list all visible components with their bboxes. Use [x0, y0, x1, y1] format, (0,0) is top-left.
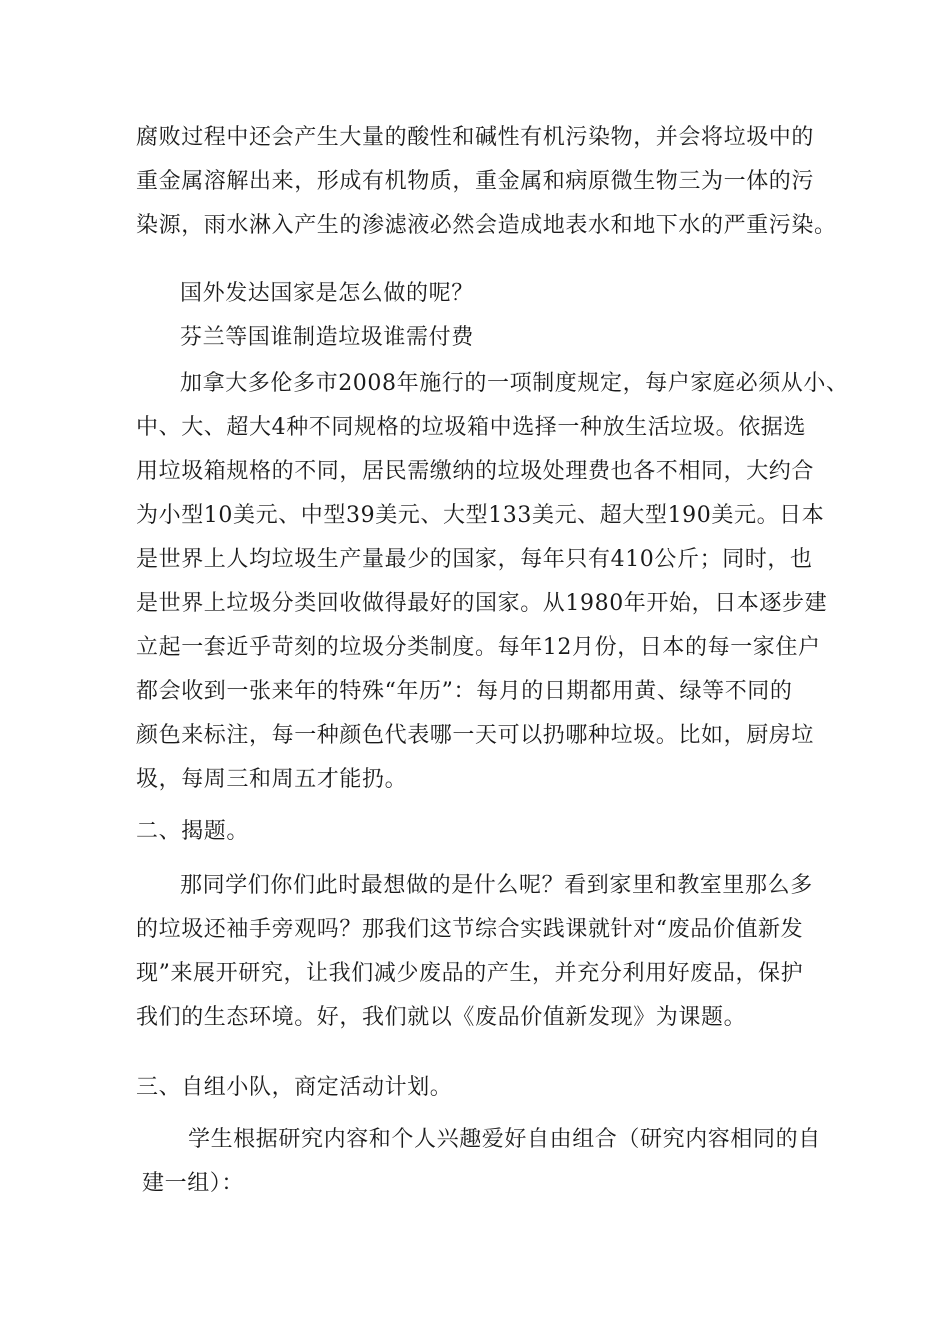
text-line: 圾，每周三和周五才能扔。	[136, 767, 408, 792]
text-line: 的垃圾还袖手旁观吗？那我们这节综合实践课就针对“废品价值新发	[136, 917, 804, 942]
paragraph-pollution	[136, 116, 837, 248]
heading-finland	[136, 316, 826, 360]
text-line: 颜色来标注，每一种颜色代表哪一天可以扔哪种垃圾。比如，厨房垃	[136, 723, 815, 748]
text-line: 三、自组小队，商定活动计划。	[136, 1075, 453, 1100]
text-line: 现”来展开研究，让我们减少废品的产生，并充分利用好废品，保护	[136, 961, 804, 986]
text-line: 染源，雨水淋入产生的渗滤液必然会造成地表水和地下水的严重污染。	[136, 213, 837, 238]
text-line: 腐败过程中还会产生大量的酸性和碱性有机污染物，并会将垃圾中的	[136, 125, 815, 150]
text-line: 用垃圾箱规格的不同，居民需缴纳的垃圾处理费也各不相同，大约合	[136, 459, 815, 484]
paragraph-grouping	[136, 1118, 826, 1206]
text-line: 为小型10美元、中型39美元、大型133美元、超大型190美元。日本	[136, 503, 825, 528]
text-line: 加拿大多伦多市2008年施行的一项制度规定，每户家庭必须从小、	[180, 371, 849, 396]
question-foreign-countries	[136, 272, 826, 316]
text-line: 建一组）：	[142, 1171, 245, 1196]
paragraph-topic	[136, 864, 826, 1040]
text-line: 中、大、超大4种不同规格的垃圾箱中选择一种放生活垃圾。依据选	[136, 415, 806, 440]
text-line: 是世界上人均垃圾生产量最少的国家，每年只有410公斤；同时，也	[136, 547, 813, 572]
text-line: 重金属溶解出来，形成有机物质，重金属和病原微生物三为一体的污	[136, 169, 815, 194]
text-line: 二、揭题。	[136, 819, 250, 844]
text-line: 那同学们你们此时最想做的是什么呢？看到家里和教室里那么多	[180, 873, 813, 898]
text-line: 都会收到一张来年的特殊“年历”：每月的日期都用黄、绿等不同的	[136, 679, 793, 704]
text-line: 我们的生态环境。好，我们就以《废品价值新发现》为课题。	[136, 1005, 747, 1030]
text-line: 学生根据研究内容和个人兴趣爱好自由组合（研究内容相同的自	[188, 1127, 821, 1152]
text-line: 是世界上垃圾分类回收做得最好的国家。从1980年开始，日本逐步建	[136, 591, 828, 616]
paragraph-toronto-japan	[136, 362, 849, 802]
section-heading-3	[136, 1066, 826, 1110]
text-line: 芬兰等国谁制造垃圾谁需付费	[180, 325, 474, 350]
text-line: 立起一套近乎苛刻的垃圾分类制度。每年12月份，日本的每一家住户	[136, 635, 821, 660]
section-heading-2	[136, 810, 826, 854]
text-line: 国外发达国家是怎么做的呢？	[180, 281, 474, 306]
